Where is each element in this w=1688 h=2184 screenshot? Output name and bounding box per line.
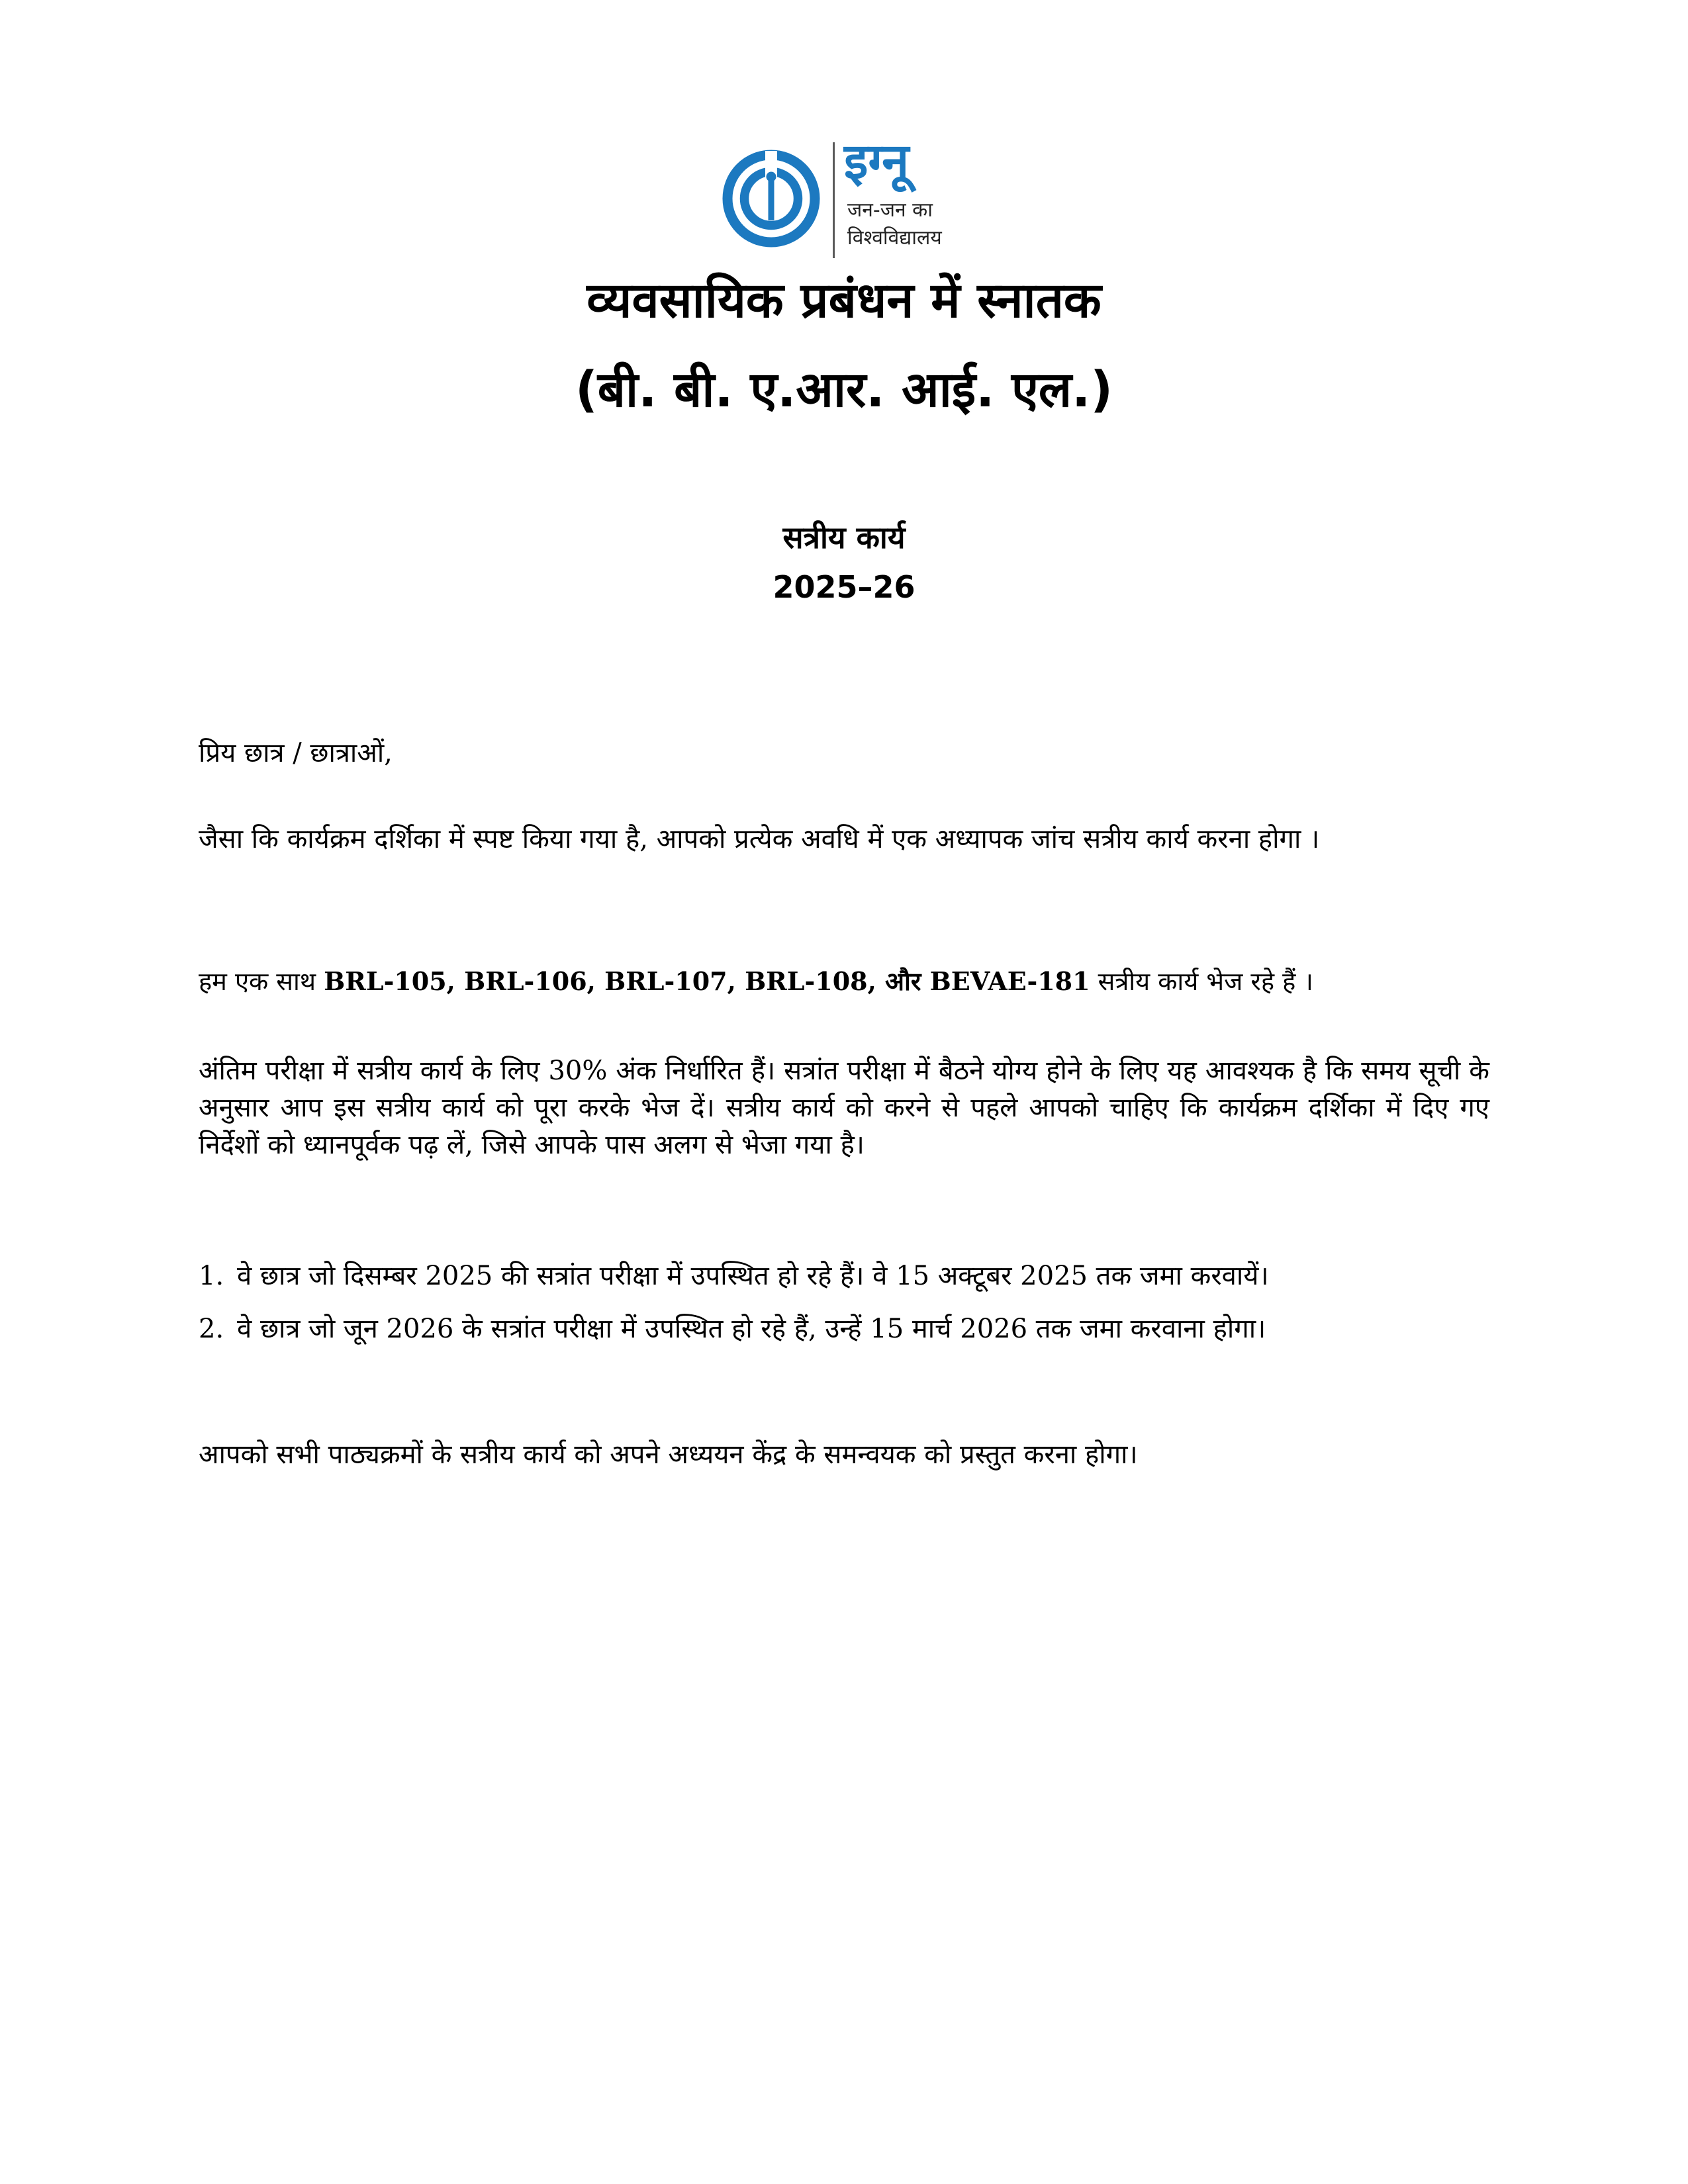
list-item-text: वे छात्र जो दिसम्बर 2025 की सत्रांत परीक्षा में उपस्थित हो रहे हैं। वे 15 अक्टूबर 2025 तक जमा करवायें। [237, 1261, 1269, 1291]
list-item [199, 1257, 1523, 1295]
paragraph-intro: जैसा कि कार्यक्रम दर्शिका में स्पष्ट किया गया है, आपको प्रत्येक अवधि में एक अध्यापक जांच सत्रीय कार्य करना होगा । [199, 824, 1320, 854]
assignment-label: सत्रीय कार्य [782, 520, 906, 555]
logo-name: इग्नू [844, 133, 910, 190]
closing-paragraph: आपको सभी पाठ्यक्रमों के सत्रीय कार्य को अपने अध्ययन केंद्र के समन्वयक को प्रस्तुत करना होगा। [199, 1439, 1138, 1470]
ignou-emblem-icon [722, 149, 821, 248]
course-codes: BRL-105, BRL-106, BRL-107, BRL-108, और BEVAE-181 [324, 966, 1090, 996]
logo-tagline-2: विश्वविद्यालय [847, 226, 942, 250]
paragraph-courses [199, 963, 1489, 1000]
greeting: प्रिय छात्र / छात्राओं, [199, 738, 393, 768]
academic-year: 2025–26 [773, 569, 915, 605]
list-item-number: 1. [199, 1261, 224, 1291]
logo-divider [833, 142, 835, 258]
courses-prefix: हम एक साथ [199, 967, 324, 996]
document-title: व्यवसायिक प्रबंधन में स्नातक [586, 272, 1102, 329]
logo-tagline-1: जन-जन का [847, 199, 933, 222]
courses-suffix: सत्रीय कार्य भेज रहे हैं । [1090, 967, 1313, 996]
list-item-number: 2. [199, 1314, 224, 1344]
list-item [199, 1310, 1523, 1347]
paragraph-instructions: अंतिम परीक्षा में सत्रीय कार्य के लिए 30% अंक निर्धारित हैं। सत्रांत परीक्षा में बैठने योग्य होने के लिए यह आवश्यक है कि समय सूची के अनुसार आप इस सत्रीय कार्य को पूरा करके भेज दें। सत्रीय कार्य को करने से पहले आपको चाहिए कि कार्यक्रम दर्शिका में दिए गए निर्देशों को ध्यानपूर्वक पढ़ लें, जिसे आपके पास अलग से भेजा गया है। [199, 1056, 1489, 1160]
ignou-logo [722, 133, 973, 258]
list-item-text: वे छात्र जो जून 2026 के सत्रांत परीक्षा में उपस्थित हो रहे हैं, उन्हें 15 मार्च 2026 तक जमा करवाना होगा। [237, 1314, 1266, 1344]
program-code: (बी. बी. ए.आर. आई. एल.) [575, 361, 1113, 418]
